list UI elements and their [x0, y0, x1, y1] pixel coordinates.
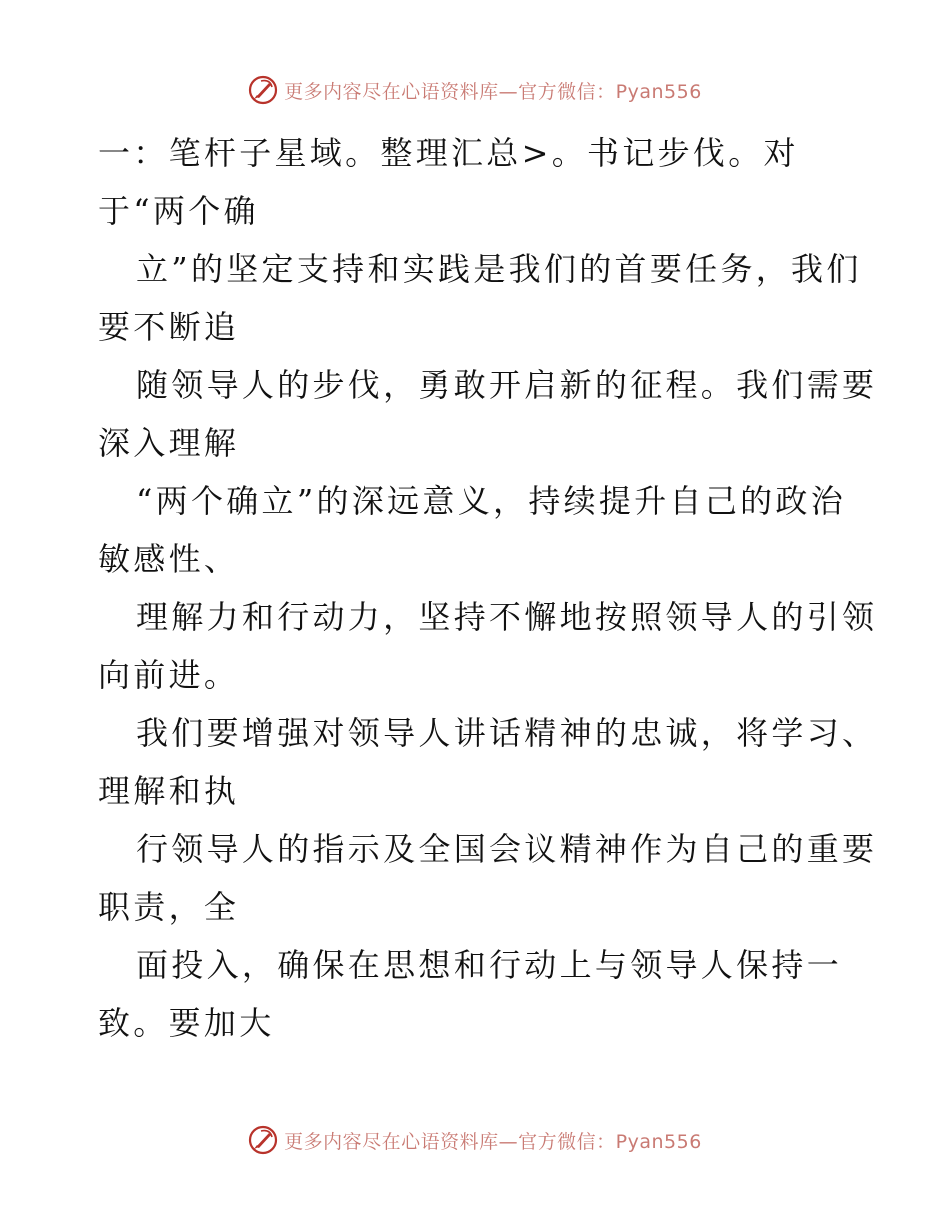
text-line: 要不断追: [98, 308, 240, 346]
text-line: 立”的坚定支持和实践是我们的首要任务，我们: [136, 250, 862, 288]
text-line: 深入理解: [98, 424, 240, 462]
footer-watermark-banner: [0, 1120, 950, 1160]
text-line: 于“两个确: [98, 192, 259, 230]
text-line: 随领导人的步伐，勇敢开启新的征程。我们需要: [136, 366, 878, 404]
text-line: 向前进。: [98, 656, 240, 694]
text-line: 一：笔杆子星域。整理汇总>。书记步伐。对: [98, 134, 799, 172]
header-watermark-banner: [0, 70, 950, 110]
text-line: 理解力和行动力，坚持不懈地按照领导人的引领: [136, 598, 878, 636]
quill-logo-icon: [248, 75, 278, 105]
quill-logo-icon: [248, 1125, 278, 1155]
text-line: “两个确立”的深远意义，持续提升自己的政治: [136, 482, 847, 520]
text-line: 致。要加大: [98, 1004, 275, 1042]
banner-text: 更多内容尽在心语资料库—官方微信：Pyan556: [284, 1130, 702, 1153]
text-line: 敏感性、: [98, 540, 240, 578]
text-line: 我们要增强对领导人讲话精神的忠诚，将学习、: [136, 714, 878, 752]
banner-text: 更多内容尽在心语资料库—官方微信：Pyan556: [284, 80, 702, 103]
text-line: 职责，全: [98, 888, 240, 926]
text-line: 理解和执: [98, 772, 240, 810]
text-line: 行领导人的指示及全国会议精神作为自己的重要: [136, 830, 878, 868]
text-line: 面投入，确保在思想和行动上与领导人保持一: [136, 946, 843, 984]
document-body: [98, 124, 878, 1052]
